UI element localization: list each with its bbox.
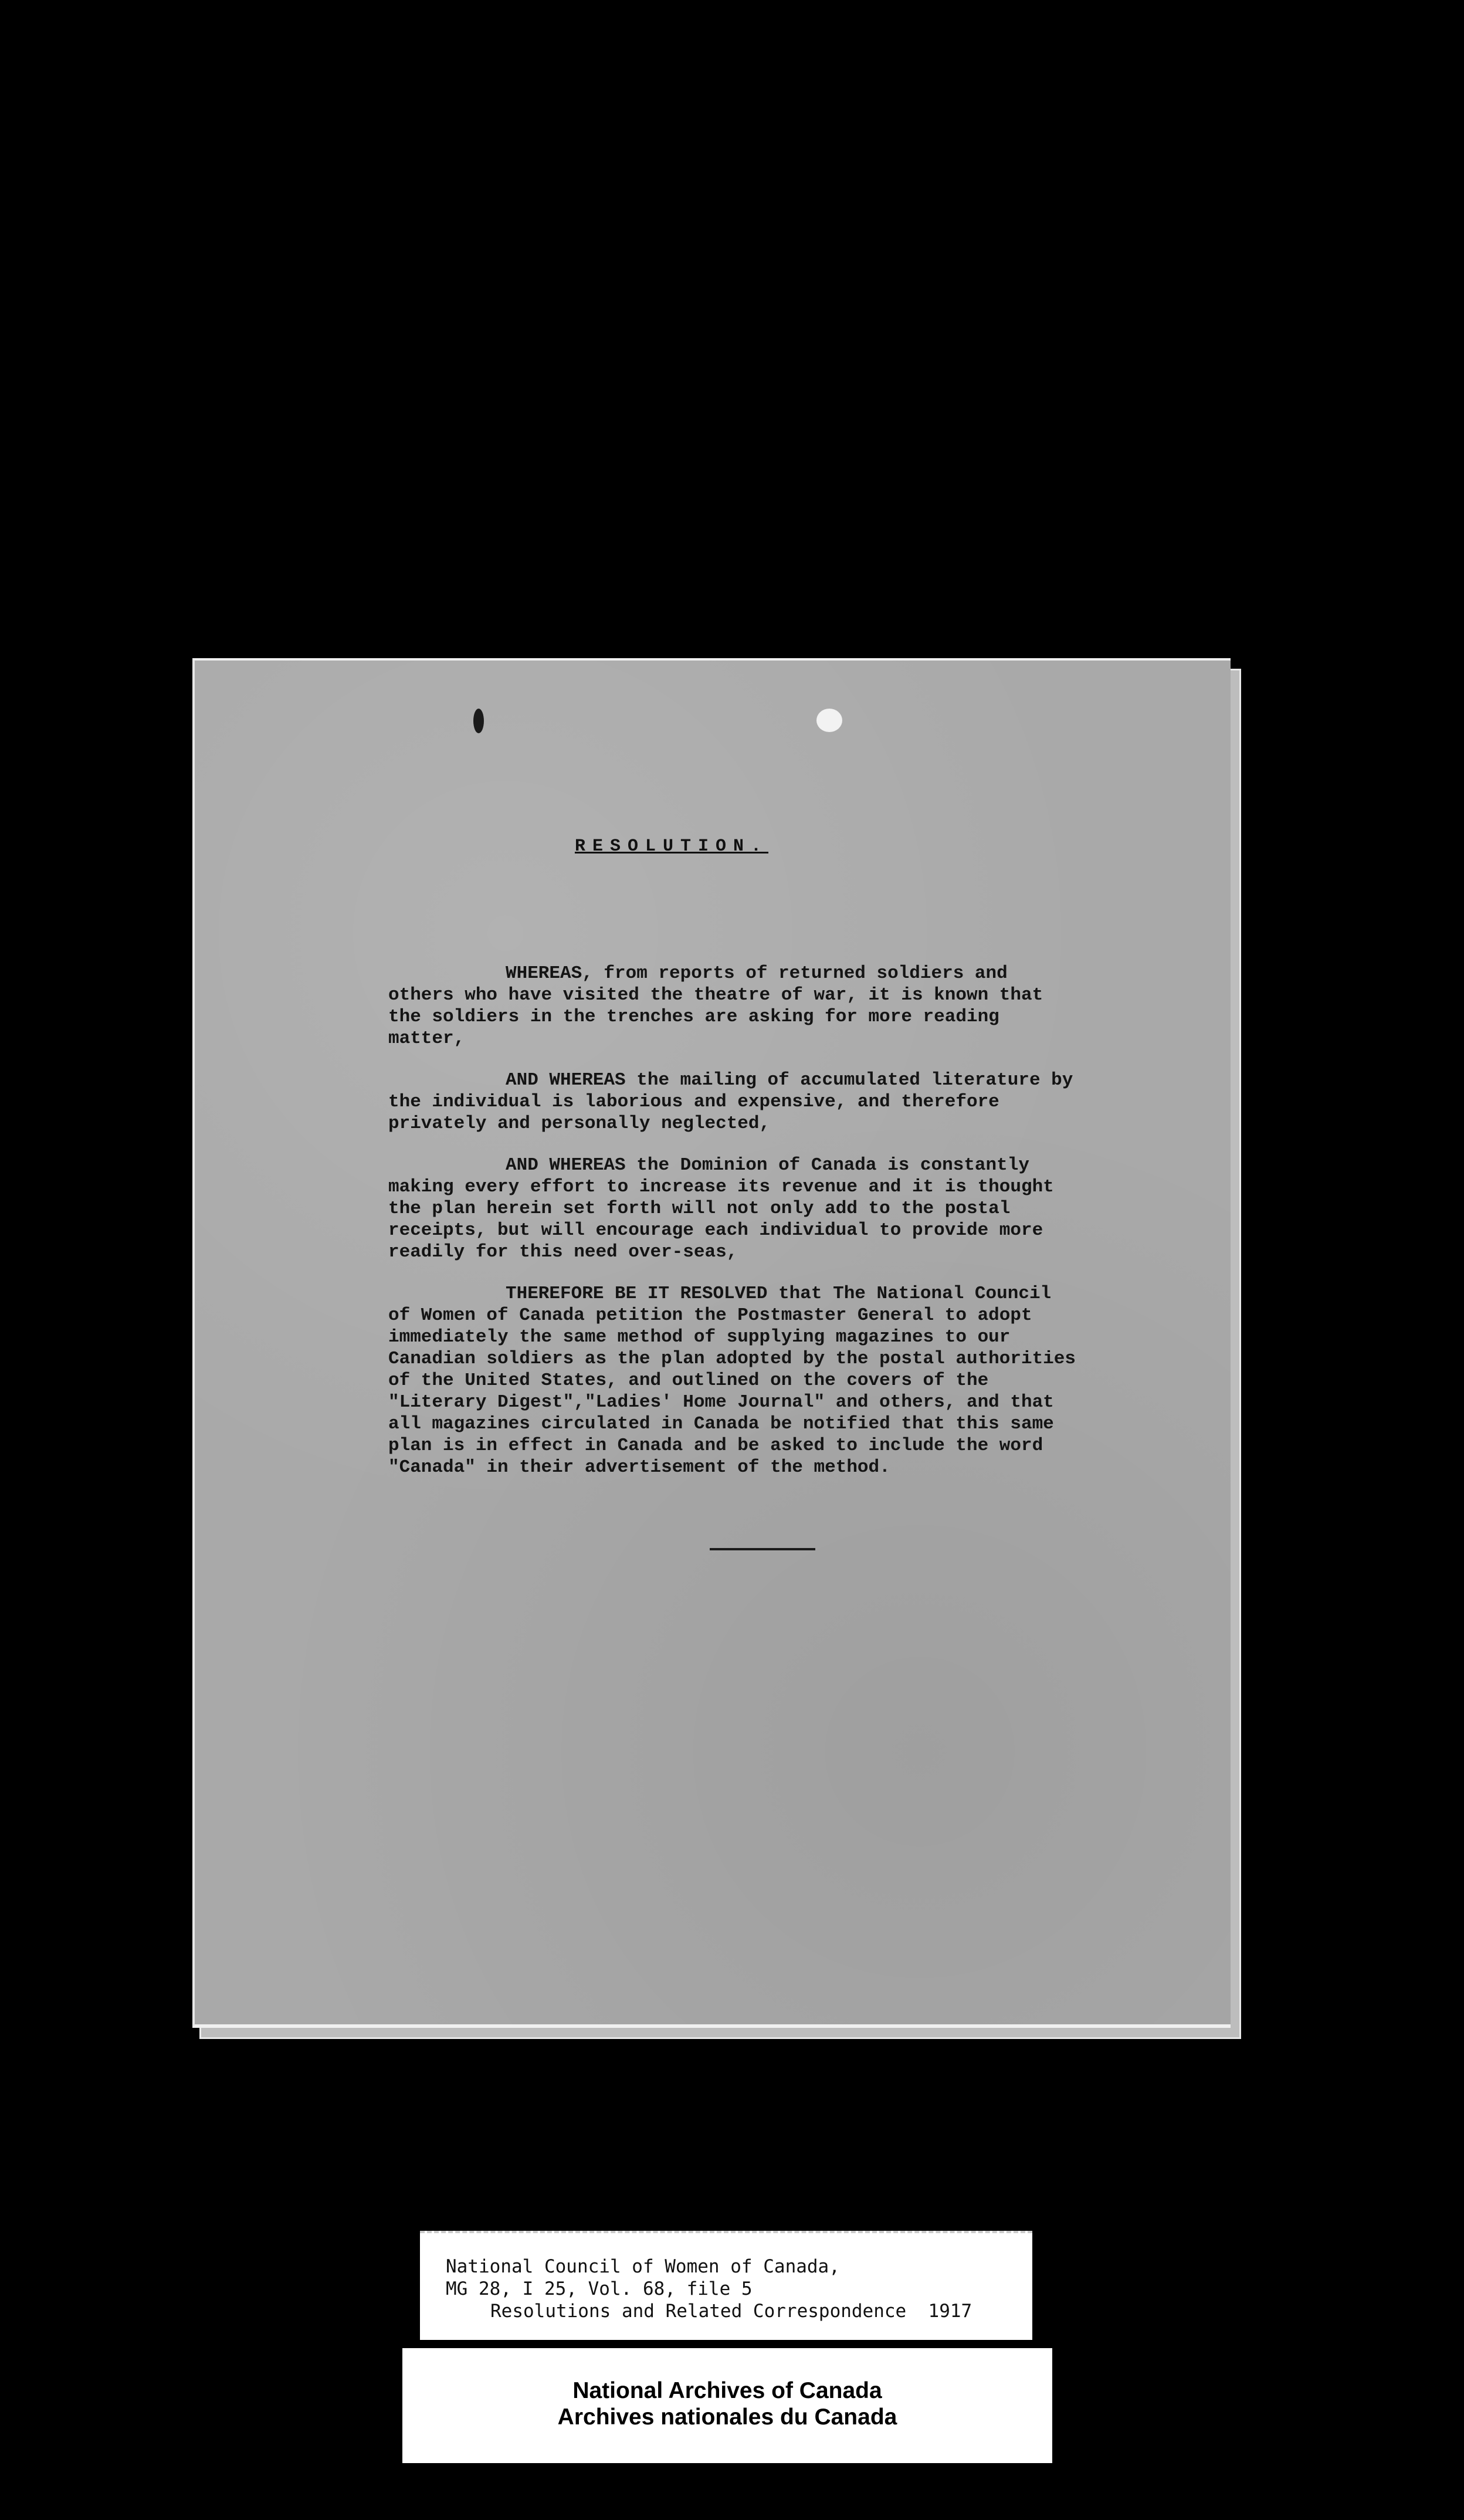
- archives-banner: [402, 2348, 1052, 2463]
- label-line-file-title: Resolutions and Related Correspondence 1917: [490, 2301, 972, 2322]
- paragraph-resolved: THEREFORE BE IT RESOLVED that The National Council of Women of Canada petition the Postmaster General to adopt immediately the same method of supplying magazines to our Canadian soldiers as the plan adopted by the postal authorities of the United States, and outlined on the covers of the "Literary Digest","Ladies' Home Journal" and others, and that all magazines circulated in Canada be notified that this same plan is in effect in Canada and be asked to include the word "Canada" in their advertisement of the method.: [388, 1283, 1076, 1478]
- paragraph-whereas-3: AND WHEREAS the Dominion of Canada is constantly making every effort to increase its revenue and it is thought the plan herein set forth will not only add to the postal receipts, but will encourage each individual to provide more readily for this need over-seas,: [388, 1155, 1054, 1262]
- paragraph-whereas-2: AND WHEREAS the mailing of accumulated literature by the individual is laborious and expensive, and therefore privately and personally neglected,: [388, 1070, 1073, 1134]
- paragraph-whereas-1: WHEREAS, from reports of returned soldiers and others who have visited the theatre of war, it is known that the soldiers in the trenches are asking for more reading matter,: [388, 963, 1043, 1049]
- document-page: [192, 658, 1231, 2028]
- label-line-fonds: National Council of Women of Canada,: [446, 2256, 840, 2277]
- punch-hole-left: [473, 709, 484, 733]
- document-title: RESOLUTION.: [574, 836, 769, 856]
- document-body: [388, 963, 1080, 1498]
- archive-reference-label: [420, 2231, 1032, 2340]
- label-line-reference: MG 28, I 25, Vol. 68, file 5: [446, 2278, 753, 2299]
- closing-rule: [710, 1548, 815, 1550]
- punch-hole-right: [816, 709, 842, 732]
- archives-name-french: Archives nationales du Canada: [557, 2404, 897, 2430]
- archives-name-english: National Archives of Canada: [572, 2378, 882, 2403]
